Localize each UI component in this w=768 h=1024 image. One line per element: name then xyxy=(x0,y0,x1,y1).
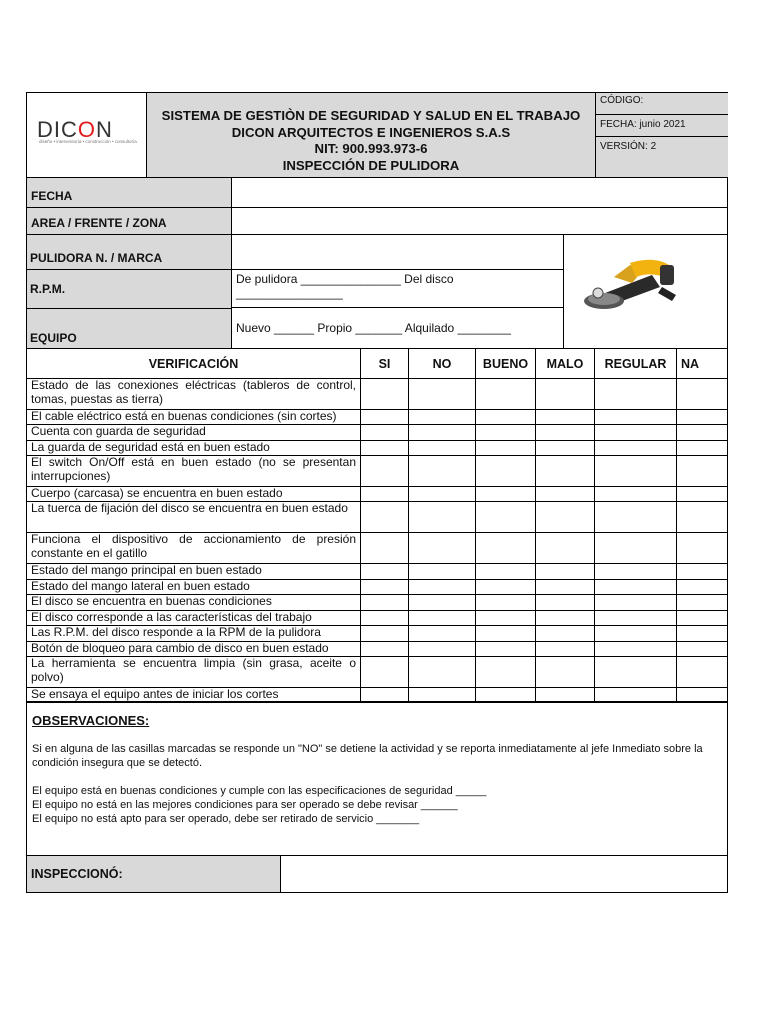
checkbox-na[interactable] xyxy=(677,657,728,688)
checklist-item: La tuerca de fijación del disco se encuentra en buen estado xyxy=(27,502,361,533)
fecha-version-field: FECHA: junio 2021 xyxy=(596,115,728,137)
checkbox-si[interactable] xyxy=(361,611,409,626)
checklist-item: Estado del mango lateral en buen estado xyxy=(27,580,361,595)
company-logo xyxy=(27,93,147,177)
col-no: NO xyxy=(409,349,476,379)
form-header xyxy=(26,92,728,178)
checkbox-bueno[interactable] xyxy=(476,595,536,611)
checkbox-bueno[interactable] xyxy=(476,580,536,595)
checkbox-no[interactable] xyxy=(409,533,476,564)
title-line: DICON ARQUITECTOS E INGENIEROS S.A.S xyxy=(231,124,511,140)
checkbox-regular[interactable] xyxy=(595,487,677,502)
checkbox-malo[interactable] xyxy=(536,410,595,425)
checklist-item: El switch On/Off está en buen estado (no se presentan interrupciones) xyxy=(27,456,361,487)
equipo-input[interactable]: Nuevo ______ Propio _______ Alquilado ________ xyxy=(231,307,564,349)
codigo-field: CÓDIGO: xyxy=(596,93,728,115)
version-field: VERSIÓN: 2 xyxy=(600,141,657,152)
checkbox-no[interactable] xyxy=(409,642,476,657)
checkbox-no[interactable] xyxy=(409,425,476,441)
checkbox-malo[interactable] xyxy=(536,487,595,502)
checkbox-na[interactable] xyxy=(677,502,728,533)
pulidora-input[interactable] xyxy=(231,234,564,270)
checkbox-malo[interactable] xyxy=(536,379,595,410)
checkbox-regular[interactable] xyxy=(595,564,677,580)
checkbox-no[interactable] xyxy=(409,487,476,502)
title-line: INSPECCIÓN DE PULIDORA xyxy=(282,157,460,173)
checkbox-bueno[interactable] xyxy=(476,533,536,564)
checkbox-bueno[interactable] xyxy=(476,441,536,456)
checkbox-si[interactable] xyxy=(361,657,409,688)
checkbox-regular[interactable] xyxy=(595,379,677,410)
checkbox-no[interactable] xyxy=(409,688,476,703)
checklist-item: La guarda de seguridad está en buen estado xyxy=(27,441,361,456)
checkbox-no[interactable] xyxy=(409,456,476,487)
checkbox-si[interactable] xyxy=(361,456,409,487)
checkbox-malo[interactable] xyxy=(536,502,595,533)
checkbox-bueno[interactable] xyxy=(476,502,536,533)
checkbox-na[interactable] xyxy=(677,379,728,410)
checkbox-regular[interactable] xyxy=(595,502,677,533)
checkbox-regular[interactable] xyxy=(595,611,677,626)
checkbox-na[interactable] xyxy=(677,595,728,611)
checkbox-si[interactable] xyxy=(361,580,409,595)
checkbox-bueno[interactable] xyxy=(476,487,536,502)
checkbox-na[interactable] xyxy=(677,688,728,703)
checklist-item: La herramienta se encuentra limpia (sin grasa, aceite o polvo) xyxy=(27,657,361,688)
checkbox-malo[interactable] xyxy=(536,688,595,703)
document-title xyxy=(147,93,596,177)
observation-line-ok: El equipo está en buenas condiciones y cumple con las especificaciones de seguridad _____ xyxy=(32,785,487,797)
checkbox-si[interactable] xyxy=(361,642,409,657)
col-regular: REGULAR xyxy=(595,349,677,379)
checkbox-si[interactable] xyxy=(361,410,409,425)
checkbox-regular[interactable] xyxy=(595,425,677,441)
checkbox-no[interactable] xyxy=(409,580,476,595)
equipo-label: EQUIPO xyxy=(26,308,232,349)
checkbox-na[interactable] xyxy=(677,441,728,456)
checkbox-regular[interactable] xyxy=(595,595,677,611)
checklist-item: Estado de las conexiones eléctricas (tableros de control, tomas, puestas as tierra) xyxy=(27,379,361,410)
checkbox-si[interactable] xyxy=(361,425,409,441)
fecha-input[interactable] xyxy=(231,178,728,208)
checkbox-malo[interactable] xyxy=(536,626,595,642)
checklist-item: El disco corresponde a las características del trabajo xyxy=(27,611,361,626)
checkbox-na[interactable] xyxy=(677,642,728,657)
checkbox-na[interactable] xyxy=(677,564,728,580)
checkbox-regular[interactable] xyxy=(595,441,677,456)
title-line: NIT: 900.993.973-6 xyxy=(314,141,428,156)
observation-line-review: El equipo no está en las mejores condiciones para ser operado se debe revisar ______ xyxy=(32,799,458,811)
checkbox-bueno[interactable] xyxy=(476,379,536,410)
checkbox-malo[interactable] xyxy=(536,456,595,487)
checkbox-malo[interactable] xyxy=(536,595,595,611)
checkbox-regular[interactable] xyxy=(595,688,677,703)
checkbox-na[interactable] xyxy=(677,410,728,425)
checkbox-bueno[interactable] xyxy=(476,564,536,580)
checklist-item: Estado del mango principal en buen estado xyxy=(27,564,361,580)
checkbox-regular[interactable] xyxy=(595,580,677,595)
observations-note: Si en alguna de las casillas marcadas se responde un "NO" se detiene la actividad y se reporta inmediatamente al jefe Inmediato sobre la condición insegura que se detectó. xyxy=(32,743,703,769)
checkbox-regular[interactable] xyxy=(595,642,677,657)
col-na: NA xyxy=(677,349,728,379)
checkbox-malo[interactable] xyxy=(536,441,595,456)
inspector-label: INSPECCIONÓ: xyxy=(27,856,281,892)
checkbox-si[interactable] xyxy=(361,533,409,564)
checkbox-malo[interactable] xyxy=(536,564,595,580)
checkbox-si[interactable] xyxy=(361,688,409,703)
rpm-input[interactable]: De pulidora _______________ Del disco ________________ xyxy=(231,269,564,308)
logo-text-part: N xyxy=(96,117,113,142)
checkbox-regular[interactable] xyxy=(595,456,677,487)
rpm-label: R.P.M. xyxy=(30,282,66,296)
checkbox-malo[interactable] xyxy=(536,580,595,595)
checkbox-bueno[interactable] xyxy=(476,657,536,688)
checklist-item: El disco se encuentra en buenas condiciones xyxy=(27,595,361,611)
title-line: SISTEMA DE GESTIÒN DE SEGURIDAD Y SALUD EN EL TRABAJO xyxy=(161,108,581,123)
checkbox-si[interactable] xyxy=(361,626,409,642)
checkbox-malo[interactable] xyxy=(536,425,595,441)
checkbox-na[interactable] xyxy=(677,425,728,441)
checkbox-regular[interactable] xyxy=(595,657,677,688)
checkbox-si[interactable] xyxy=(361,487,409,502)
checkbox-bueno[interactable] xyxy=(476,688,536,703)
checkbox-si[interactable] xyxy=(361,595,409,611)
area-label: AREA / FRENTE / ZONA xyxy=(26,207,232,235)
checkbox-no[interactable] xyxy=(409,611,476,626)
checkbox-malo[interactable] xyxy=(536,533,595,564)
checkbox-no[interactable] xyxy=(409,657,476,688)
checkbox-na[interactable] xyxy=(677,626,728,642)
checkbox-regular[interactable] xyxy=(595,410,677,425)
checklist-item: Cuenta con guarda de seguridad xyxy=(27,425,361,441)
checkbox-na[interactable] xyxy=(677,456,728,487)
area-input[interactable] xyxy=(231,207,728,235)
fecha-label: FECHA xyxy=(26,178,232,208)
checkbox-no[interactable] xyxy=(409,502,476,533)
checkbox-bueno[interactable] xyxy=(476,410,536,425)
verification-table xyxy=(26,348,728,702)
checkbox-regular[interactable] xyxy=(595,533,677,564)
checkbox-no[interactable] xyxy=(409,626,476,642)
checkbox-bueno[interactable] xyxy=(476,425,536,441)
checkbox-bueno[interactable] xyxy=(476,626,536,642)
checklist-item: Cuerpo (carcasa) se encuentra en buen estado xyxy=(27,487,361,502)
checkbox-si[interactable] xyxy=(361,379,409,410)
checkbox-si[interactable] xyxy=(361,564,409,580)
checkbox-na[interactable] xyxy=(677,580,728,595)
checkbox-na[interactable] xyxy=(677,611,728,626)
checkbox-no[interactable] xyxy=(409,595,476,611)
col-malo: MALO xyxy=(536,349,595,379)
grinder-image xyxy=(563,234,728,349)
checkbox-no[interactable] xyxy=(409,410,476,425)
checkbox-malo[interactable] xyxy=(536,611,595,626)
checkbox-bueno[interactable] xyxy=(476,642,536,657)
observation-line-retire: El equipo no está apto para ser operado, debe ser retirado de servicio _______ xyxy=(32,813,420,825)
checkbox-regular[interactable] xyxy=(595,626,677,642)
checklist-item: Funciona el dispositivo de accionamiento de presión constante en el gatillo xyxy=(27,533,361,564)
observations-section xyxy=(26,702,728,856)
checkbox-si[interactable] xyxy=(361,441,409,456)
observations-title: OBSERVACIONES: xyxy=(32,713,150,728)
inspector-row xyxy=(26,856,728,893)
checklist-item: Las R.P.M. del disco responde a la RPM de la pulidora xyxy=(27,626,361,642)
checklist-item: El cable eléctrico está en buenas condiciones (sin cortes) xyxy=(27,410,361,425)
checkbox-no[interactable] xyxy=(409,441,476,456)
checkbox-na[interactable] xyxy=(677,533,728,564)
checkbox-malo[interactable] xyxy=(536,657,595,688)
checkbox-si[interactable] xyxy=(361,502,409,533)
col-bueno: BUENO xyxy=(476,349,536,379)
angle-grinder-icon xyxy=(564,235,727,348)
checkbox-no[interactable] xyxy=(409,379,476,410)
checkbox-bueno[interactable] xyxy=(476,456,536,487)
pulidora-label: PULIDORA N. / MARCA xyxy=(26,234,232,270)
checkbox-no[interactable] xyxy=(409,564,476,580)
logo-text-o: O xyxy=(77,117,97,142)
logo-tagline: diseño • interventoría • construcción • consultoría xyxy=(39,139,137,144)
checkbox-bueno[interactable] xyxy=(476,611,536,626)
checkbox-malo[interactable] xyxy=(536,642,595,657)
logo-text-part: DIC xyxy=(37,117,78,142)
checklist-item: Se ensaya el equipo antes de iniciar los cortes xyxy=(27,688,361,703)
col-si: SI xyxy=(361,349,409,379)
checklist-item: Botón de bloqueo para cambio de disco en buen estado xyxy=(27,642,361,657)
inspector-signature-field[interactable] xyxy=(281,856,727,892)
document-meta xyxy=(596,93,728,177)
checkbox-na[interactable] xyxy=(677,487,728,502)
col-verificacion: VERIFICACIÓN xyxy=(27,349,361,379)
